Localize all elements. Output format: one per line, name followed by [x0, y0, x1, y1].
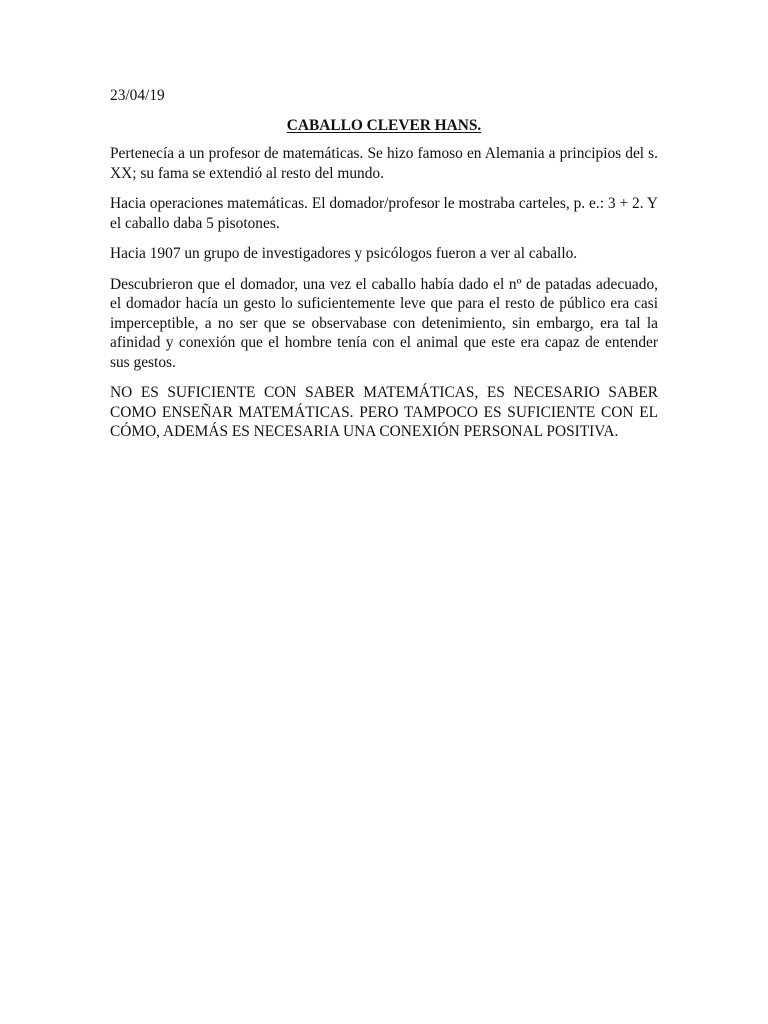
paragraph-investigation: Hacia 1907 un grupo de investigadores y psicólogos fueron a ver al caballo.: [110, 245, 578, 262]
paragraph-operations: Hacia operaciones matemáticas. El domador/profesor le mostraba carteles, p. e.: 3 + 2. Y el caballo daba 5 pisotones.: [110, 195, 658, 232]
document-body: [110, 86, 658, 453]
paragraph-discovery: Descubrieron que el domador, una vez el caballo había dado el nº de patadas adecuado, el domador hacía un gesto lo suficientemente leve que para el resto de público era casi imperceptible, a no ser que se observabase con detenimiento, sin embargo, era tal la afinidad y conexión que el hombre tenía con el animal que este era capaz de entender sus gestos.: [110, 275, 658, 371]
paragraph-conclusion: NO ES SUFICIENTE CON SABER MATEMÁTICAS, ES NECESARIO SABER COMO ENSEÑAR MATEMÁTICAS. PERO TAMPOCO ES SUFICIENTE CON EL CÓMO, ADEMÁS ES NECESARIA UNA CONEXIÓN PERSONAL POSITIVA.: [110, 384, 658, 440]
document-title: CABALLO CLEVER HANS.: [286, 116, 482, 134]
document-date: 23/04/19: [110, 87, 165, 104]
paragraph-origin: Pertenecía a un profesor de matemáticas. Se hizo famoso en Alemania a principios del s. XX; su fama se extendió al resto del mundo.: [110, 145, 658, 182]
